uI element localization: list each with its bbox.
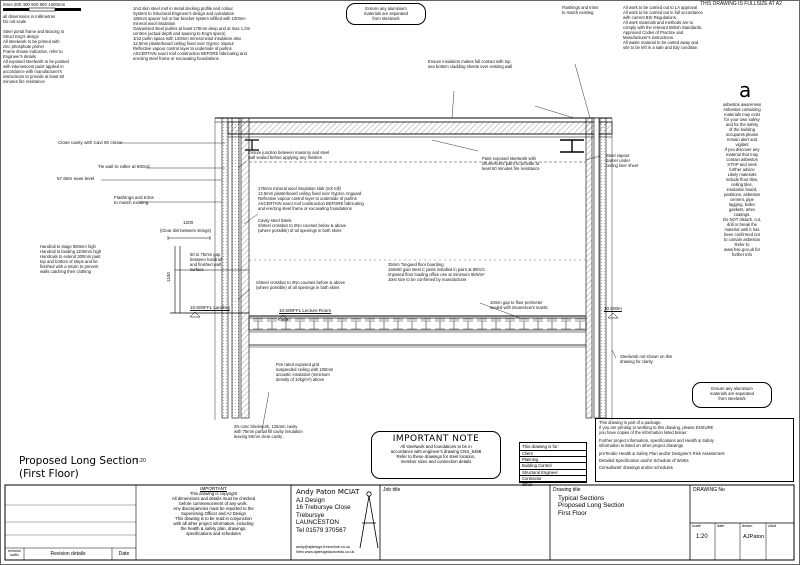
aluminium-separation-note-2: Ensure any aluminium materials are separated from steelwork (692, 382, 772, 408)
asbestos-awareness-note: asbestos awareness Asbestos containing materials may exist for your own safety and for the safety of the building occupants please remain alert and vigilant If you discover any material that may contain asbestos STOP and seek further advice Likely materials include floor tiles, ceiling tiles, insulation board, partitions, asbestos cement, pipe lagging, boiler gaskets, artex coatings. Do NOT disturb, cut, drill or break the material until it has been confirmed not to contain asbestos Refer to www.hse.gov.uk for further info (722, 102, 762, 257)
drawing-purpose-item: Structural Engineer (520, 470, 586, 476)
company-name: Andy Paton MCIAT (296, 488, 360, 496)
insulation-contact-note: Ensure insulation makes full contact with top sea bottom cladding sheets over existing wall (428, 59, 513, 69)
copyright-title: IMPORTANT (200, 486, 227, 491)
copyright-body: This drawing is copyright All dimensions and details must be checked before commencement of any work. Any discrepancies must be reported to the Supervising Officer and AJ Design This drawing is to be read in conjunction with all other project information, including the health & safety plan, drawings, specifications and schedules (171, 491, 256, 536)
drawing-title (558, 495, 624, 517)
drawing-title-line: Proposed Long Section (558, 502, 625, 510)
drawing-purpose-item: Other (522, 482, 533, 488)
scale-label: scale (692, 524, 701, 528)
important-note-title: IMPORTANT NOTE (392, 434, 480, 444)
blockwork-note: 2N conc blockwork, 125mm cavity with 75mm partial fill cavity insulation leaving 50mm clear cavity (234, 424, 303, 439)
ceiling-lines (249, 162, 586, 260)
checked-label: chkd (768, 524, 777, 528)
company-address-line: Trebursye (296, 511, 325, 519)
package-note: This drawing is part of a package. If you are printing or working to this drawing, please ENSURE you have copies of the information listed below: (599, 420, 714, 435)
further-info-note: Further project information, specifications and Health & Safety information is listed on other project drawings (599, 438, 714, 448)
scale-bar-graphic (3, 8, 81, 11)
copyright-block (136, 486, 291, 536)
package-info-box (595, 418, 794, 482)
dim-1200: 1200 (183, 220, 194, 225)
drawing-title-line: Typical Sections (558, 495, 605, 502)
sheet-size-note: THIS DRAWING IS FULLSIZE AT A2 (700, 1, 782, 7)
date-label: date (717, 524, 725, 528)
handrail-gap-note: 50 to 75mm gap between handrail and finished wall surface (190, 252, 222, 272)
cavity-closer-note: Close cavity with Cavi 60 closer (58, 140, 123, 145)
drawing-purpose-item: Building Control (520, 463, 586, 469)
scale-bar-label: 0mm 200 400 600 800 1600mm (3, 2, 66, 7)
company-contact: andy@ajdesign.freeonline.co.uk Web www.ajdesignlauncesto.co.uk (296, 545, 355, 554)
revision-date-header: Date (118, 551, 130, 557)
level-right: 10.600m (604, 306, 622, 311)
handrail-note: Handrail to stage 900mm high Handrail to landing 1100mm high Handrails to extend 300mm past top and bottom of steps and be finished with a return to prevent walls catching their clothing (40, 244, 102, 274)
drawing-purpose-table (519, 442, 587, 488)
vapour-barrier-note: Steel vapour barrier under ceiling liner sheet (606, 153, 639, 168)
drawing-title-line: First Floor (558, 509, 587, 517)
perimeter-gap-note: 10mm gap to floor perimeter sealed with intumescent mastic (490, 300, 548, 310)
roof-section (215, 118, 612, 137)
company-address-line: 16 Trebursye Close (296, 504, 351, 512)
clear-distance-note: (Clear dist between strings) (160, 228, 211, 233)
compass-logo (360, 492, 378, 548)
job-title-label: Job title (383, 487, 401, 493)
suspended-ceiling-note: Fire rated exposed grid suspended ceiling with 100mm acoustic insulation (minimum density of 10kg/m³) above (276, 362, 334, 382)
crossbar-note: S/steel crossbar to 2No courses before & above (where possible) of all openings in both skins (256, 280, 345, 290)
important-note-box (371, 431, 501, 479)
company-address-line: LAUNCESTON (296, 519, 339, 527)
intumescent-paint-note: Paint exposed steelwork with intumescent paint to provide at least 60 minutes fire resistance (482, 156, 540, 171)
lintel-note: Cavity steel lintels S/steel crossbar to 2No courses below & above (where possible) of all openings in both skins (258, 218, 346, 233)
asbestos-logo: a (739, 78, 752, 102)
drawing-number-label: DRAWING No (693, 487, 725, 493)
company-address (296, 497, 351, 534)
flashings-note-mid: Flashings and trims to match existing (114, 195, 154, 206)
drawing-purpose-item: Client (520, 451, 586, 457)
section-subtitle: (First Floor) (19, 468, 79, 480)
floor-construction-note: 25mm Tongued floor boarding 150x50 gain steel C joists installed in pairs at 600c/c Imposed floor loading office use at minimum 5kN/m² Joist size to be confirmed by manufacturer (388, 262, 486, 282)
general-steel-notes: all dimensions in millimetres Do not scale Steel portal frame and Bracing to Struct Eng's design All steelwork to be primed with zinc phosphate primer Frame shown indicative, refer to Engineer's details All exposed steelwork to be painted with intumescent paint applied in accordance with manufacturer's instructions to provide at least 60 minutes fire resistance (3, 14, 69, 84)
revision-suffix-header: revision suffix (7, 549, 22, 558)
important-note-body: All steelwork and foundations to be in accordance with engineer's drawing CNS_6498 Refer to these drawings for steel location, member sizes and connection details (390, 444, 482, 465)
regulations-note: All work to be carried out to LA approval All work to be carried out in full accordance with current BSI Regulations, All work materials and methods are to comply with the relevant British Standards, Approved Codes of Practice and Manufacturer's instructions. All waste material to be carted away and site to be left in a safe and tidy condition (623, 5, 703, 50)
company-address-line: AJ Design (296, 497, 325, 504)
level-landing: 10.600FFL Landing (190, 305, 230, 310)
roof-construction-note: 1m2 skin steel roof in metal decking profile and colour System to Structural Engineer's design and calculation 180mm spacer rail or bar bracket system infilled with 100mm mineral wool insulation Galvanised steel purlins at least 175mm deep and at max 1.0m centres (actual depth and spacing to Eng's specs) 1m2 purlin space with 120mm mineral wool insulation also 12.5mm plasterboard ceiling fixed over Gyproc Vapour Reflective vapour control layer to underside of purlins ASCERTAIN exact roof construction BEFORE fabricating and erecting steel frame or excavating foundations (133, 6, 251, 61)
health-safety-note: preTender Health & Safety Plan and/or Designer's Risk Assessment (599, 451, 725, 456)
aluminium-separation-note: Ensure any aluminium materials are separated from steelwork (346, 3, 426, 25)
drawing-purpose-list (520, 451, 586, 487)
drawn-value: AJPaton (743, 534, 765, 540)
section-scale: 1:20 (136, 458, 146, 464)
masonry-junction-note: Ensure junction between masonry and steel wall sealed before applying any finishes (248, 150, 330, 160)
wall-tie-note: Tie wall to rafter at 900c/c (98, 164, 151, 169)
eaves-level: 57.68m eave level (57, 176, 95, 181)
first-floor (249, 316, 586, 347)
flashings-note-top: Flashings and trims to match existing (562, 5, 599, 15)
company-address-line: Tel 01579 370567 (296, 526, 347, 534)
scale-value: 1:20 (696, 534, 708, 540)
revision-details-header: Revision details (50, 551, 86, 557)
dim-1100: 1100 (166, 272, 171, 282)
section-title: Proposed Long Section (19, 455, 139, 467)
drawing-purpose-item: Planning (520, 457, 586, 463)
specification-note: Detailed Specification and/or Schedule of Works (599, 458, 689, 463)
steelwork-omitted-note: Steelwork not shown on this drawing for clarity (620, 354, 673, 364)
drawing-purpose-title: This drawing is for: (520, 443, 586, 451)
ceiling-insulation-note: 175mm mineral wool insulation slab (not roll) 12.5mm plasterboard ceiling fixed over Gyproc Anguard Reflective vapour control layer to underside of purlins ASCERTAIN exact roof construction BEFORE fabricating and erecting steel frame or excavating foundations (258, 186, 364, 211)
consultants-note: Consultants' drawings and/or schedules (599, 465, 673, 470)
level-lecture-room: 10.600FFL Lecture Room (279, 308, 332, 313)
title-block-lines (5, 485, 794, 560)
drawn-label: drawn (742, 524, 753, 528)
drawing-title-label: Drawing title (553, 487, 581, 493)
drawing-purpose-item: Contractor (520, 476, 586, 482)
